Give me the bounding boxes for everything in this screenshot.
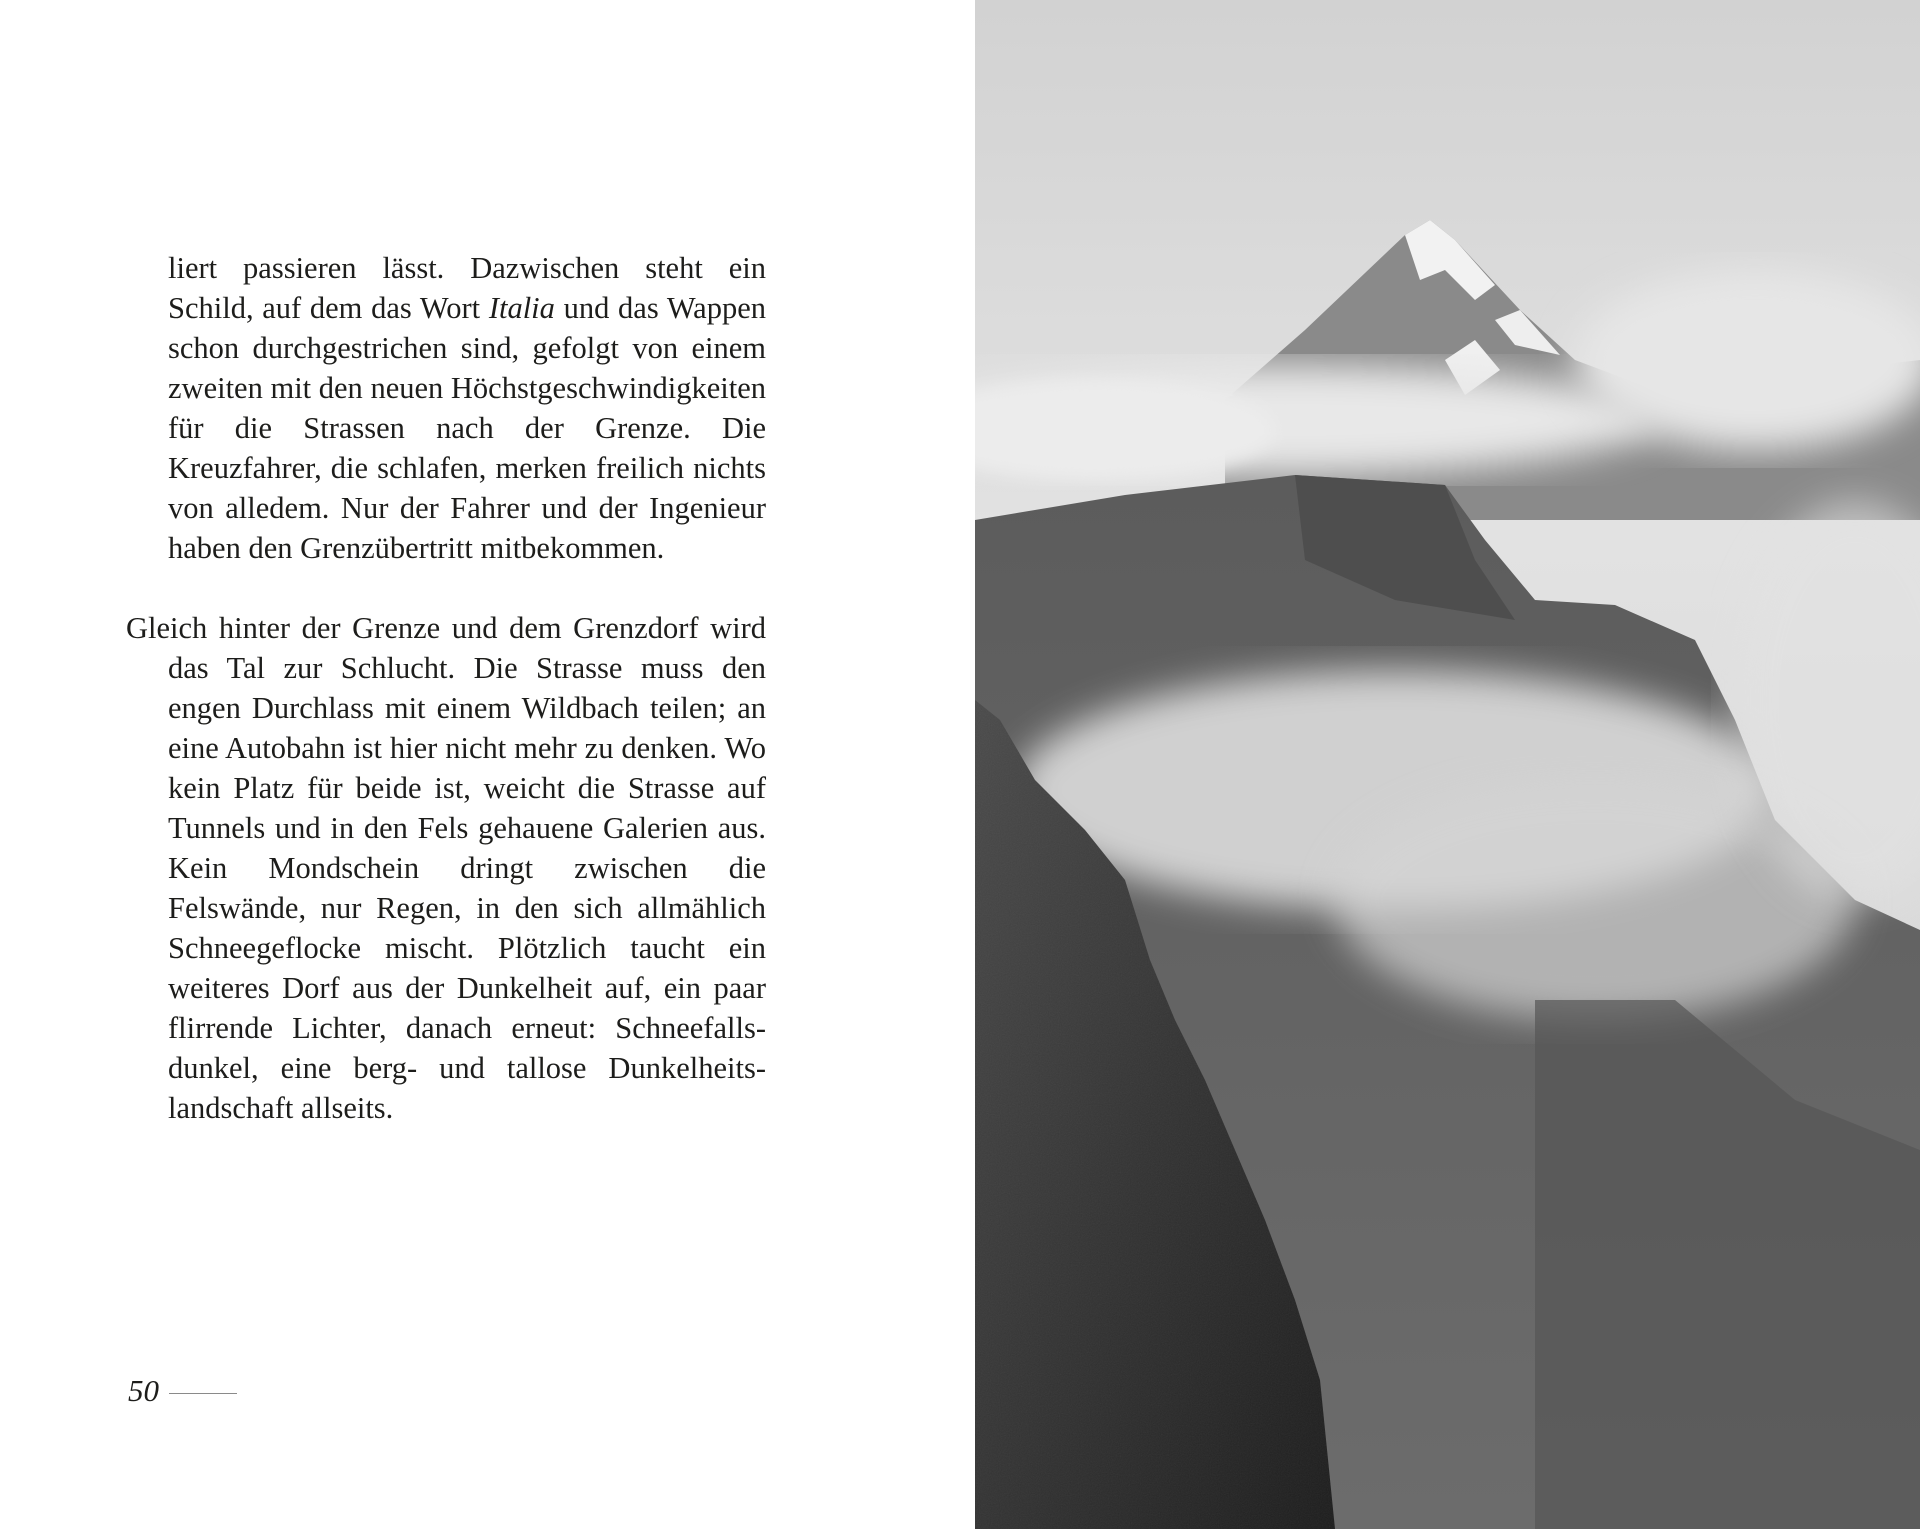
mountain-photo <box>975 0 1920 1529</box>
paragraph-2: Gleich hinter der Grenze und dem Grenzdorf wird das Tal zur Schlucht. Die Strasse muss den engen Durchlass mit einem Wildbach teilen; an eine Autobahn ist hier nicht mehr zu denken. Wo kein Platz für beide ist, weicht die Strasse auf Tunnels und in den Fels gehauene Galerien aus. Kein Mondschein dringt zwischen die Felswände, nur Regen, in den sich allmählich Schneegeflocke mischt. Plötzlich taucht ein weiteres Dorf aus der Dunkelheit auf, ein paar flirrende Lichter, danach erneut: Schneefallsdunkel, eine berg- und tallose Dunkelheitslandschaft allseits. <box>126 611 766 1125</box>
page-number: 50 <box>128 1373 159 1408</box>
folio <box>128 1373 237 1409</box>
paragraph-1: liert passieren lässt. Dazwischen steht ein Schild, auf dem das Wort Italia und das Wappen schon durchgestrichen sind, gefolgt von einem zweiten mit den neuen Höchstgeschwindigkeiten für die Strassen nach der Grenze. Die Kreuzfahrer, die schlafen, merken freilich nichts von alledem. Nur der Fahrer und der Ingenieur haben den Grenzübertritt mitbekommen. <box>168 251 766 565</box>
mountain-photo-illustration <box>975 0 1920 1529</box>
body-text <box>126 248 766 1128</box>
folio-rule <box>169 1393 237 1394</box>
